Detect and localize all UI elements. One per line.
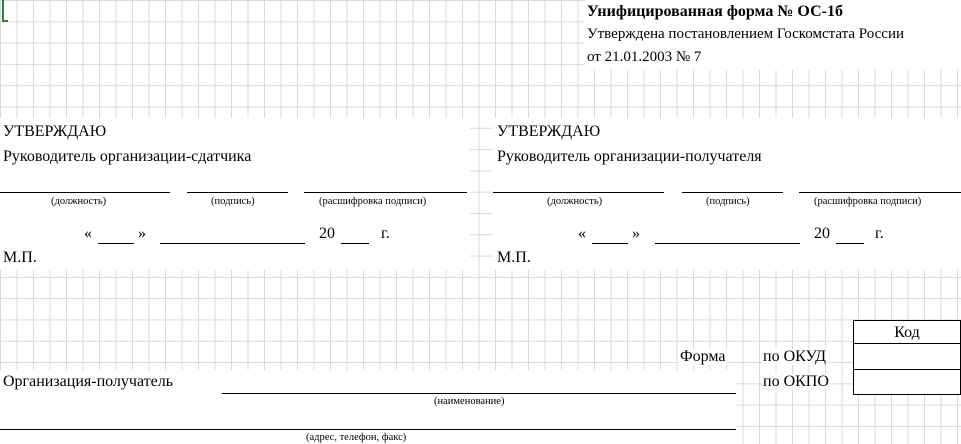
okpo-label: по ОКПО (763, 373, 829, 390)
organization-name-field[interactable] (222, 393, 736, 394)
right-decoding-label: (расшифровка подписи) (814, 196, 922, 207)
right-quote-close: » (632, 225, 640, 242)
approved-date: от 21.01.2003 № 7 (587, 49, 702, 65)
right-stamp: М.П. (497, 249, 531, 266)
right-position-field[interactable] (493, 192, 664, 193)
left-decoding-field[interactable] (304, 192, 467, 193)
left-month-field[interactable] (160, 243, 305, 244)
organization-label: Организация-получатель (3, 373, 174, 390)
approved-by: Утверждена постановлением Госкомстата России (587, 26, 905, 42)
left-position-label: (должность) (51, 196, 107, 207)
left-decoding-label: (расшифровка подписи) (319, 196, 427, 207)
left-signature-field[interactable] (187, 192, 288, 193)
right-year-suffix: г. (875, 225, 884, 242)
right-approve-title: УТВЕРЖДАЮ (497, 123, 601, 140)
form-title: Унифицированная форма № ОС-1б (587, 3, 843, 20)
left-signature-label: (подпись) (211, 196, 255, 207)
left-day-field[interactable] (98, 243, 134, 244)
organization-address-field[interactable] (0, 429, 736, 430)
left-stamp: М.П. (3, 249, 37, 266)
right-year-field[interactable] (836, 243, 864, 244)
left-year-field[interactable] (341, 243, 369, 244)
left-year-suffix: г. (381, 225, 390, 242)
right-quote-open: « (578, 225, 586, 242)
right-head-title: Руководитель организации-получателя (497, 148, 762, 165)
code-header-cell (853, 320, 961, 344)
left-approve-title: УТВЕРЖДАЮ (3, 123, 107, 140)
active-cell-marker (2, 0, 8, 22)
right-year-prefix: 20 (814, 225, 830, 242)
right-signature-label: (подпись) (706, 196, 750, 207)
code-header: Код (894, 324, 920, 341)
okud-value-cell[interactable] (853, 343, 961, 370)
form-label: Форма (680, 348, 726, 365)
left-quote-close: » (138, 225, 146, 242)
okpo-value-cell[interactable] (853, 369, 961, 395)
right-day-field[interactable] (592, 243, 628, 244)
organization-name-hint: (наименование) (434, 396, 505, 407)
left-approval-block (0, 118, 470, 270)
okud-label: по ОКУД (763, 348, 827, 365)
right-month-field[interactable] (655, 243, 800, 244)
organization-address-hint: (адрес, телефон, факс) (306, 432, 407, 443)
right-approval-block (493, 118, 961, 270)
left-year-prefix: 20 (319, 225, 335, 242)
left-position-field[interactable] (0, 192, 170, 193)
right-position-label: (должность) (547, 196, 603, 207)
left-head-title: Руководитель организации-сдатчика (3, 148, 252, 165)
left-quote-open: « (84, 225, 92, 242)
right-signature-field[interactable] (682, 192, 783, 193)
right-decoding-field[interactable] (799, 192, 961, 193)
